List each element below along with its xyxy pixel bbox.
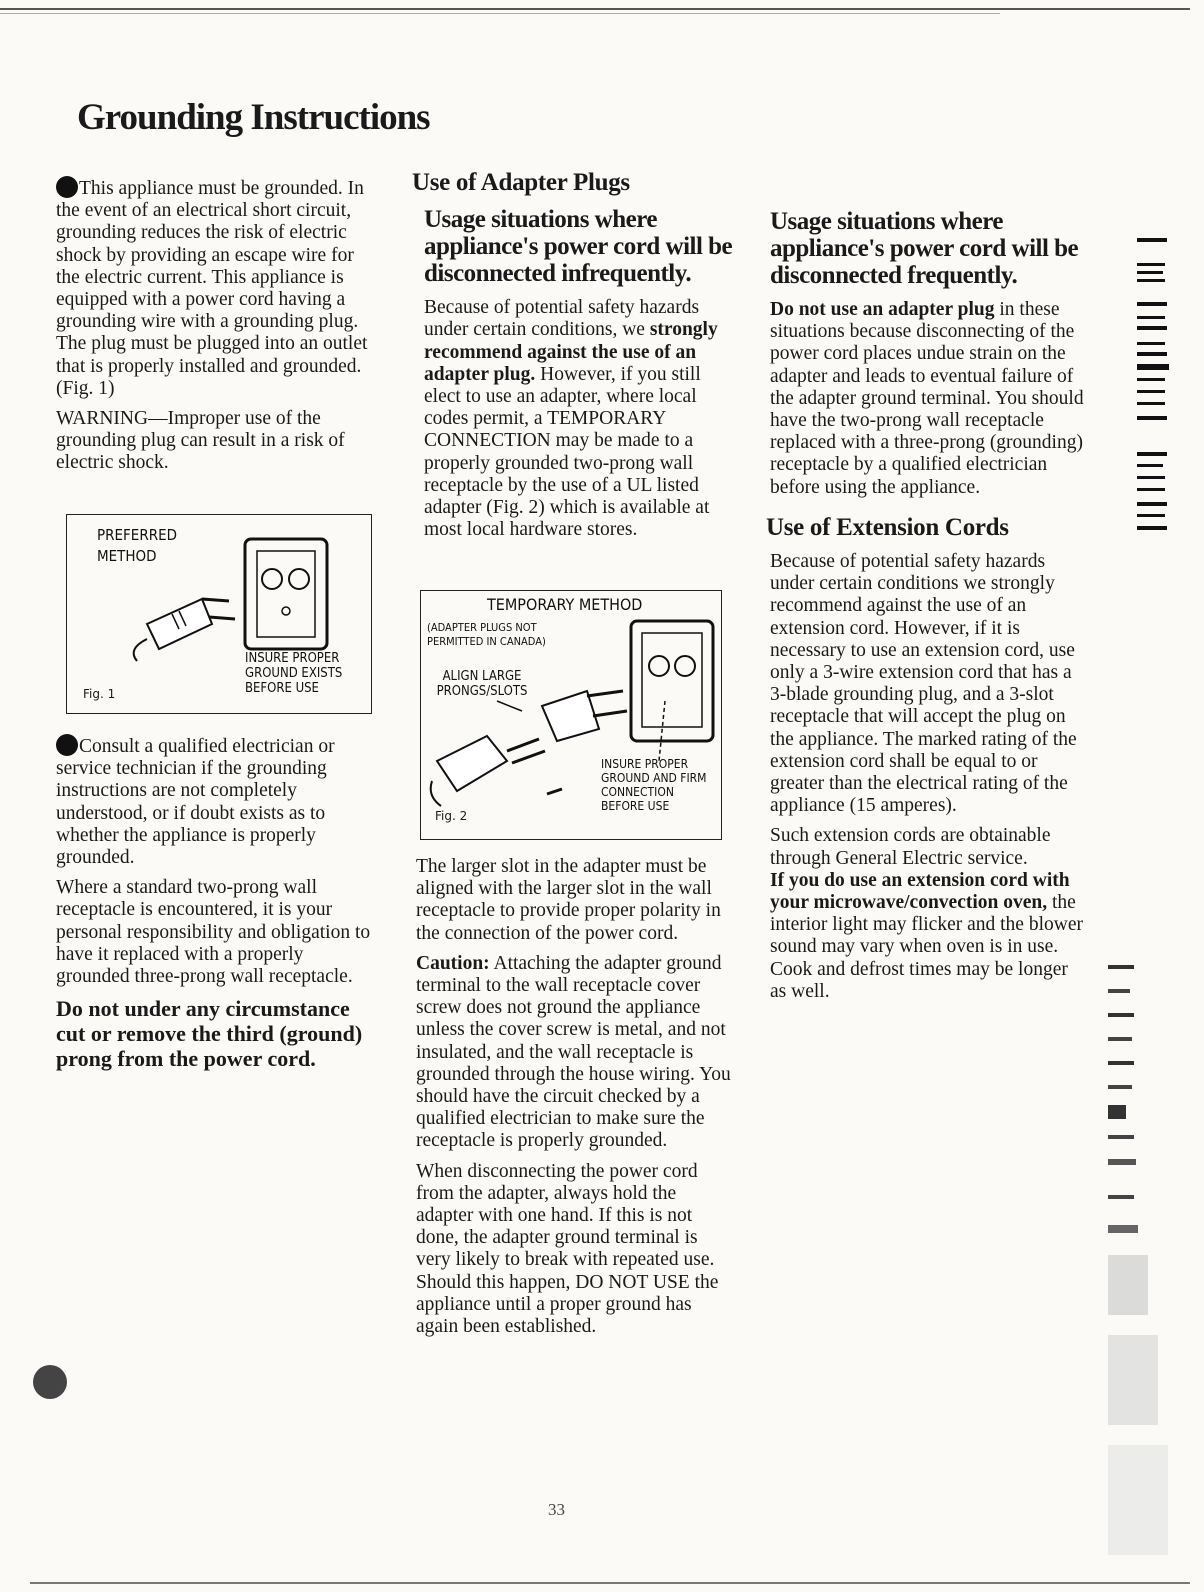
fig2-title: TEMPORARY METHOD	[487, 595, 643, 614]
warning-paragraph: WARNING—Improper use of the grounding plug can result in a risk of electric shock.	[56, 408, 345, 474]
top-rule-thin	[0, 13, 1000, 14]
adapter-paragraph: Because of potential safety hazards under certain conditions, we strongly recommend against the use of an adapter plug. However, if you still elect to use an adapter, where local codes permit, a TEMPORARY CONNECTION may be made to a properly grounded two-prong wall receptacle by the use of a UL listed adapter (Fig. 2) which is available at most local hardware stores.	[424, 297, 718, 541]
fig2-label: Fig. 2	[435, 809, 468, 823]
fig1-note: INSURE PROPER GROUND EXISTS BEFORE USE	[245, 651, 343, 696]
extension-paragraph: Because of potential safety hazards under certain conditions we strongly recommend against the use of an extension cord. However, if it is necessary to use an extension cord, use only a 3-wire extension cord that has a 3-blade grounding plug, and a 3-slot receptacle that will accept the plug on the appliance. The marked rating of the extension cord shall be equal to or greater than the electrical rating of the appliance (15 amperes).	[770, 551, 1077, 817]
caution-paragraph: Caution: Attaching the adapter ground terminal to the wall receptacle cover screw does not ground the appliance unless the cover screw is metal, and not insulated, and the wall receptacle is grounded through the house wiring. You should have the circuit checked by a qualified electrician to make sure the receptacle is properly grounded.	[416, 952, 731, 1152]
fig1-label: Fig. 1	[83, 687, 116, 701]
figure-1	[66, 514, 372, 714]
do-not-cut-warning: Do not under any circumstance cut or remove the third (ground) prong from the power cord.	[56, 996, 363, 1072]
binding-hole-icon	[33, 1365, 67, 1399]
intro-paragraph: This appliance must be grounded. In the event of an electrical short circuit, grounding reduces the risk of electric shock by providing an escape wire for the electric current. This appliance is equipped with a power cord having a grounding wire with a grounding plug. The plug must be plugged into an outlet that is properly installed and grounded. (Fig. 1)	[56, 178, 368, 399]
fig2-note: INSURE PROPER GROUND AND FIRM CONNECTION BEFORE USE	[601, 757, 707, 813]
infrequent-subheading: Usage situations where appliance's power cord will be disconnected infrequently.	[424, 206, 733, 288]
scan-noise-margin	[1104, 965, 1174, 1565]
column-1	[56, 176, 376, 483]
page-number: 33	[548, 1500, 565, 1519]
column-3	[766, 208, 1085, 1011]
fig2-subtitle: (ADAPTER PLUGS NOT PERMITTED IN CANADA)	[427, 621, 546, 648]
extension-cords-heading: Use of Extension Cords	[766, 513, 1009, 541]
bottom-rule	[30, 1582, 1190, 1584]
fig1-title: PREFERRED METHOD	[97, 526, 177, 565]
top-rule	[0, 8, 1190, 10]
consult-paragraph: Consult a qualified electrician or service technician if the grounding instructions are not completely understood, or if doubt exists as to whether the appliance is properly grounded.	[56, 736, 335, 869]
column-1-lower	[56, 734, 376, 1071]
figure-2	[420, 590, 722, 840]
column-2	[412, 169, 742, 549]
bullet-icon	[56, 176, 78, 198]
fig2-align-note: ALIGN LARGE PRONGS/SLOTS	[436, 669, 528, 699]
frequent-paragraph: Do not use an adapter plug in these situations because disconnecting of the power cord places undue strain on the adapter and leads to eventual failure of the adapter ground terminal. You should have the two-prong wall receptacle replaced with a three-prong (grounding) receptacle by a qualified electrician before using the appliance.	[770, 299, 1084, 498]
obtainable-paragraph: Such extension cords are obtainable through General Electric service. If you do use an extension cord with your microwave/convection oven, the interior light may flicker and the blower sound may vary when oven is in use. Cook and defrost times may be longer as well.	[770, 825, 1083, 1002]
standard-receptacle-paragraph: Where a standard two-prong wall receptacle is encountered, it is your personal responsibility and obligation to have it replaced with a properly grounded three-prong wall receptacle.	[56, 877, 371, 988]
column-2-lower	[416, 856, 736, 1346]
page-title: Grounding Instructions	[77, 97, 430, 138]
slot-alignment-paragraph: The larger slot in the adapter must be aligned with the larger slot in the wall receptacle to provide proper polarity in the connection of the power cord.	[416, 856, 721, 944]
disconnect-paragraph: When disconnecting the power cord from the adapter, always hold the adapter with one hand. If this is not done, the adapter ground terminal is very likely to break with repeated use. Should this happen, DO NOT USE the appliance until a proper ground has again been established.	[416, 1160, 719, 1338]
bullet-icon	[56, 734, 78, 756]
frequent-subheading: Usage situations where appliance's power cord will be disconnected frequently.	[770, 208, 1079, 289]
adapter-plugs-heading: Use of Adapter Plugs	[412, 169, 630, 196]
margin-index-marks	[1132, 238, 1192, 538]
